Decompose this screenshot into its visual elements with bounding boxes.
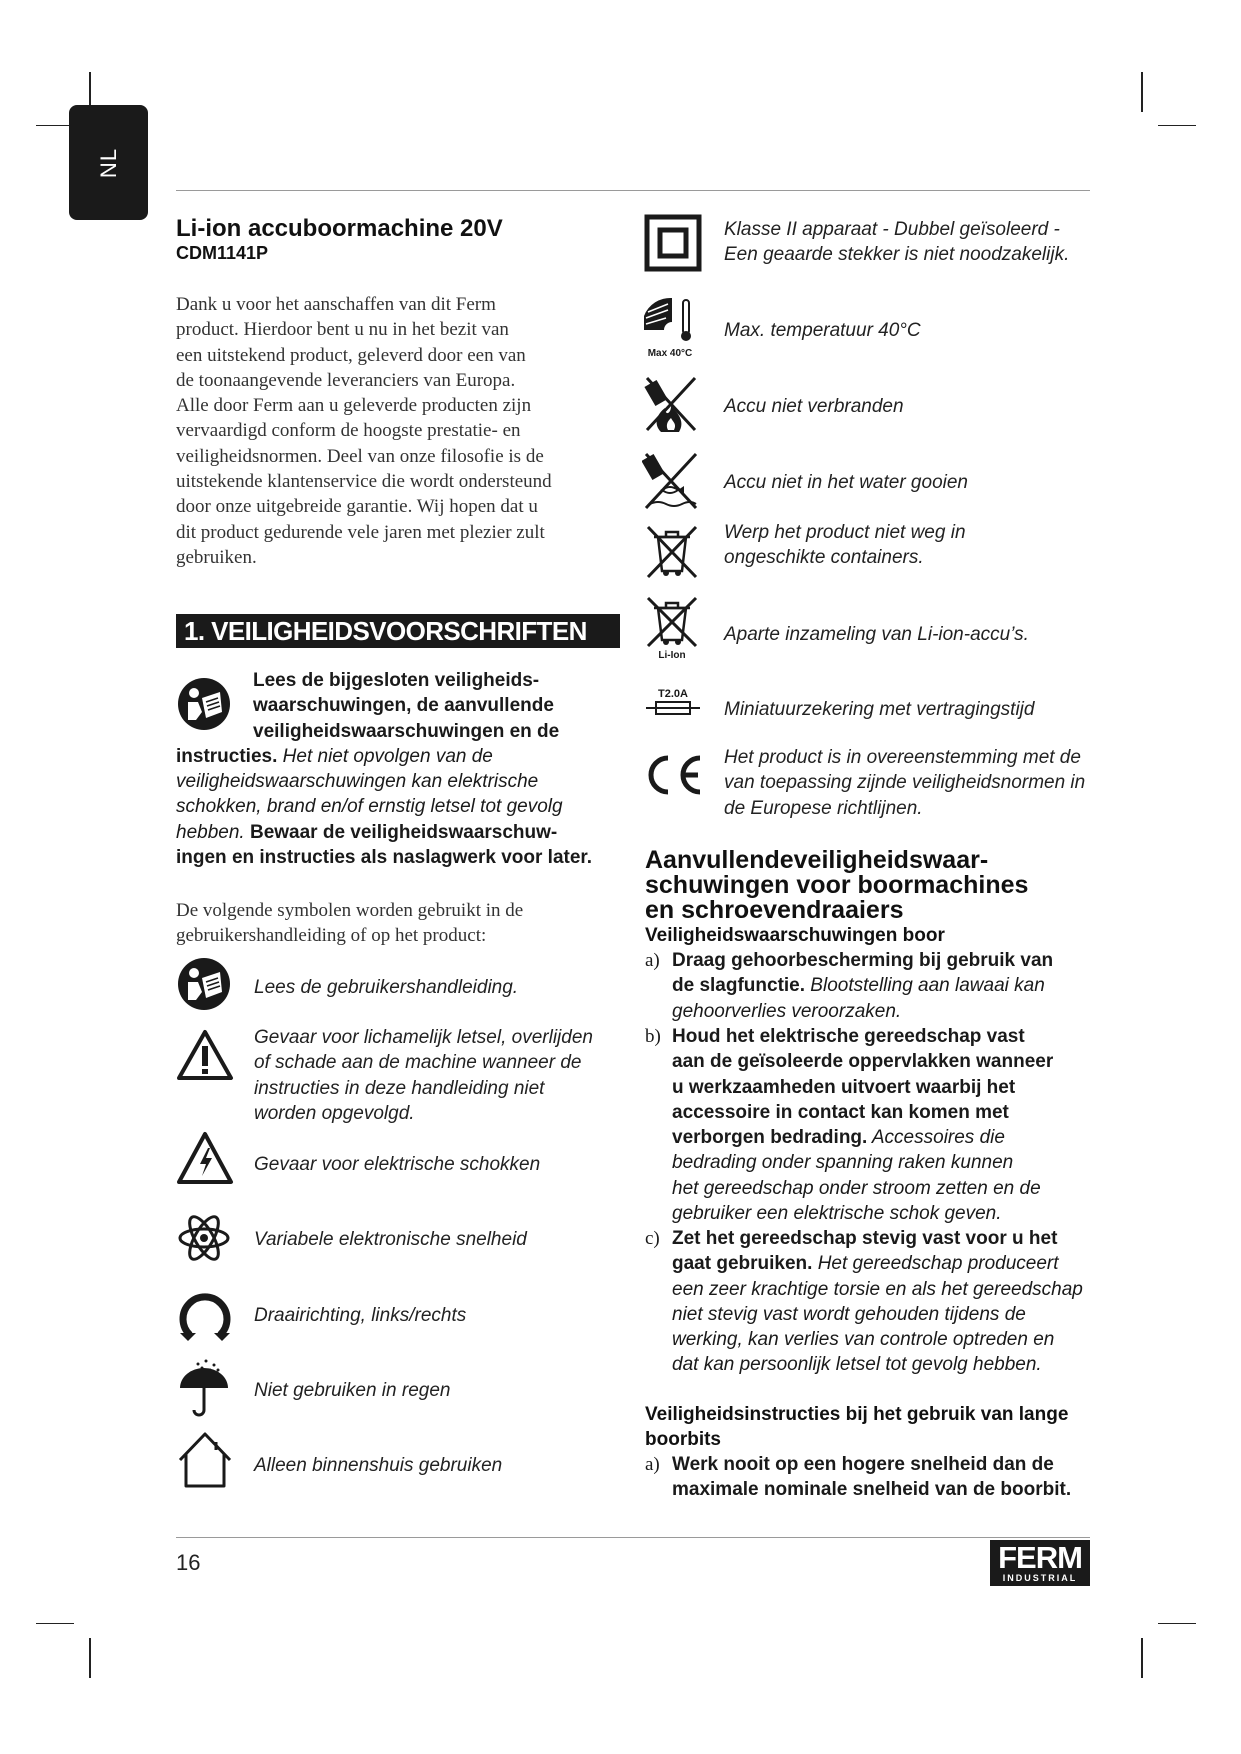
symbol-label: Gevaar voor elektrische schokken bbox=[254, 1154, 541, 1175]
manual-icon bbox=[176, 956, 232, 1012]
no-fire-icon bbox=[643, 374, 699, 434]
symbol-label: Klasse II apparaat - Dubbel geïsoleerd - Een geaarde stekker is niet noodzakelijk. bbox=[724, 219, 1070, 266]
variable-speed-icon bbox=[176, 1212, 232, 1264]
symbol-label: Accu niet verbranden bbox=[724, 396, 904, 417]
rotation-direction-icon bbox=[176, 1287, 234, 1343]
crop-mark bbox=[89, 1638, 91, 1678]
bottom-rule bbox=[176, 1537, 1090, 1538]
intro-paragraph: Dank u voor het aanschaffen van dit Ferm product. Hierdoor bent u nu in het bezit van een uitstekend product, geleverd door een van de toonaangevende leveranciers van Europa. Alle door Ferm aan u geleverde producten zijn vervaardigd conform de hoogste prestatie- en veiligheidsnormen. Deel van onze filosofie is de uitstekende klantenservice die wordt ondersteund door onze uitgebreide garantie. Wij hopen dat u dit product gedurende vele jaren met plezier zult gebruiken. bbox=[176, 294, 552, 568]
top-rule bbox=[176, 190, 1090, 191]
long-bits-heading: Veiligheidsinstructies bij het gebruik van lange boorbits bbox=[645, 1404, 1069, 1450]
electric-shock-icon bbox=[176, 1130, 234, 1186]
symbol-label: Miniatuurzekering met vertragingstijd bbox=[724, 699, 1035, 720]
house-icon bbox=[176, 1430, 234, 1490]
ce-mark-icon bbox=[642, 752, 704, 798]
crop-mark bbox=[1158, 1623, 1196, 1624]
symbol-label: Aparte inzameling van Li-ion-accu’s. bbox=[724, 624, 1029, 645]
max-temperature-icon bbox=[642, 296, 700, 360]
warning-text: Lees de bijgesloten veiligheids- waarschuwingen, de aanvullende veiligheidswaarschuwingen en de instructies. Het niet opvolgen van de veiligheidswaarschuwingen kan elektrische schokken, brand en/of ernstig letsel tot gevolg hebben. Bewaar de veiligheidswaarschuw- ingen en instructies als naslagwerk voor later. bbox=[176, 670, 593, 869]
symbol-label: Het product is in overeenstemming met de van toepassing zijnde veiligheidsnormen in de Europese richtlijnen. bbox=[724, 747, 1086, 819]
crop-mark bbox=[36, 1623, 74, 1624]
page-number: 16 bbox=[176, 1550, 201, 1575]
svg-text:T2.0A: T2.0A bbox=[658, 688, 688, 700]
model-number: CDM1141P bbox=[176, 243, 269, 263]
umbrella-rain-icon bbox=[176, 1358, 232, 1418]
drill-warnings-subheading: Veiligheidswaarschuwingen boor bbox=[645, 925, 945, 946]
symbol-label: Gevaar voor lichamelijk letsel, overlijden of schade aan de machine wanneer de instructies in deze handleiding niet worden opgevolgd. bbox=[254, 1027, 593, 1124]
symbol-label: Variabele elektronische snelheid bbox=[254, 1229, 527, 1250]
li-ion-bin-icon bbox=[644, 596, 700, 660]
svg-text:Max 40°C: Max 40°C bbox=[647, 348, 693, 359]
symbol-label: Max. temperatuur 40°C bbox=[724, 320, 921, 341]
symbol-label: Alleen binnenshuis gebruiken bbox=[254, 1455, 503, 1476]
additional-warnings-heading: Aanvullendeveiligheidswaar- schuwingen voor boormachines en schroevendraaiers bbox=[645, 846, 1029, 924]
language-tab bbox=[69, 105, 148, 220]
fuse-icon bbox=[644, 686, 702, 718]
crop-mark bbox=[1141, 1638, 1143, 1678]
symbol-label: Accu niet in het water gooien bbox=[724, 472, 968, 493]
section-heading: 1. VEILIGHEIDSVOORSCHRIFTEN bbox=[176, 614, 620, 648]
language-tab-label: NL bbox=[95, 147, 121, 178]
double-insulation-icon bbox=[644, 214, 702, 272]
crossed-bin-icon bbox=[644, 523, 700, 579]
warning-triangle-icon bbox=[176, 1028, 234, 1082]
ferm-logo: FERM INDUSTRIAL bbox=[990, 1540, 1090, 1586]
svg-text:Li-Ion: Li-Ion bbox=[658, 650, 686, 660]
symbol-label: Niet gebruiken in regen bbox=[254, 1380, 451, 1401]
page-title: Li-ion accuboormachine 20V bbox=[176, 215, 503, 242]
symbol-label: Werp het product niet weg in ongeschikte containers. bbox=[724, 522, 966, 569]
symbol-label: Draairichting, links/rechts bbox=[254, 1305, 467, 1326]
crop-mark bbox=[1141, 72, 1143, 112]
no-water-icon bbox=[642, 450, 700, 512]
crop-mark bbox=[1158, 125, 1196, 126]
symbols-intro: De volgende symbolen worden gebruikt in de gebruikershandleiding of op het product: bbox=[176, 900, 524, 947]
symbol-label: Lees de gebruikershandleiding. bbox=[254, 977, 519, 998]
